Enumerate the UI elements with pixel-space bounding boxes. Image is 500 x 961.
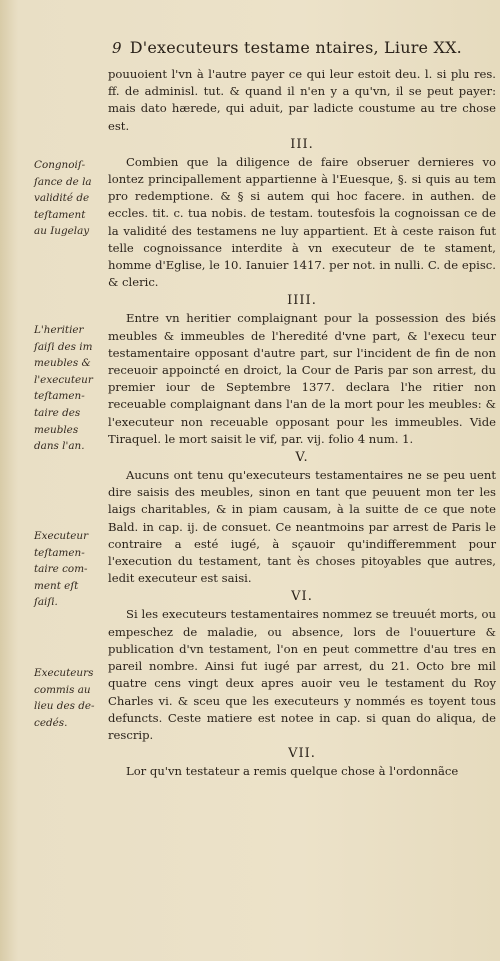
margin-line: dans l'an. <box>34 440 85 453</box>
margin-note-3 <box>34 157 106 240</box>
margin-line: taire des <box>34 406 81 419</box>
margin-line: taire com- <box>34 563 88 576</box>
running-title: D'executeurs testame ntaires, Liure XX. <box>129 38 462 57</box>
section-number-6: VI. <box>291 589 313 605</box>
margin-line: teſtamen- <box>34 546 85 559</box>
margin-line: l'executeur <box>34 373 93 386</box>
margin-line: commis au <box>34 683 91 696</box>
folio-number: 9 <box>112 39 122 57</box>
paragraph-continuation: pouuoient l'vn à l'autre payer ce qui leur estoit deu. l. si plu res. ff. de adminisl. tut. & quand il n'en y a qu'vn, il se peut payer: mais dato hærede, qui aduit, par ladicte coustume au tre chose est. <box>108 67 496 133</box>
main-text <box>108 66 496 780</box>
section-number-7: VII. <box>288 746 316 762</box>
margin-line: au Iugelay <box>34 225 90 238</box>
margin-line: validité de <box>34 192 90 205</box>
margin-line: Executeurs <box>34 667 94 679</box>
margin-line: teſtament <box>34 208 86 221</box>
margin-line: meubles & <box>34 357 91 370</box>
margin-line: meubles <box>34 423 79 436</box>
margin-line: ſaiſi des im <box>34 340 93 353</box>
margin-line: cedés. <box>34 716 68 729</box>
paragraph-7: Lor qu'vn testateur a remis quelque chose à l'ordonnãce <box>126 764 459 779</box>
paragraph-3: Combien que la diligence de faire obseruer dernieres vo lontez principallement appartienne à l'Euesque, §. si quis au tem pro redemptione. & § si autem qui hoc facere. in authen. de eccles. tit. c. tua nobis. de testam. toutesfois la cognoissan ce de la validité des testamens ne luy appartient. Et à ceste raison fut telle cognoissance interdite à vn executeur de te stament, homme d'Eglise, le 10. Ianuier 1417. per not. in nulli. C. de episc. & cleric. <box>108 154 496 290</box>
section-number-4: IIII. <box>287 293 317 309</box>
margin-line: ment eſt <box>34 579 79 592</box>
margin-line: teſtamen- <box>34 390 85 403</box>
margin-line: ſaiſi. <box>34 596 58 609</box>
margin-line: ſance de la <box>34 175 92 188</box>
margin-note-6 <box>34 665 106 731</box>
margin-line: L'heritier <box>34 324 84 336</box>
paragraph-6: Si les executeurs testamentaires nommez se treuuét morts, ou empeschez de maladie, ou absence, lors de l'ouuerture & publication d'vn testament, l'on en peut commettre d'au tres en pareil nombre. Ainsi fut iugé par arrest, du 21. Octo bre mil quatre cens vingt deux apres auoir veu le testament du Roy Charles vi. & sceu que les executeurs y nommés es toyent tous defuncts. Ceste matiere est notee in cap. si quan do aliqua, de rescrip. <box>108 607 496 742</box>
running-header <box>112 38 494 57</box>
section-number-5: V. <box>295 450 309 466</box>
paragraph-4: Entre vn heritier complaignant pour la possession des biés meubles & immeubles de l'heredité d'vne part, & l'execu teur testamentaire opposant d'autre part, sur l'incident de fin de non receuoir appoincté en droict, la Cour de Paris par son arrest, du premier iour de Septembre 1377. declara l'he ritier non receuable complaignant dans l'an de la mort pour les meubles: & l'executeur non receuable opposant pour les immeubles. Vide Tiraquel. le mort saisit le vif, par. vij. folio 4 num. 1. <box>108 311 496 446</box>
margin-line: Congnoiſ- <box>34 159 86 171</box>
section-number-3: III. <box>290 136 314 152</box>
paragraph-5: Aucuns ont tenu qu'executeurs testamentaires ne se peu uent dire saisis des meubles, sinon en tant que peuuent mon ter les laigs charitables, & in piam causam, à la suitte de ce que note Bald. in cap. ij. de consuet. Ce neantmoins par arrest de Paris le contraire a esté iugé, à sçauoir qu'indifferemment pour l'execution du testament, tant ès choses pitoyables que autres, ledit executeur est saisi. <box>108 468 496 586</box>
margin-line: lieu des de- <box>34 700 95 713</box>
margin-note-5 <box>34 528 106 611</box>
margin-note-4 <box>34 322 106 455</box>
margin-line: Executeur <box>34 530 89 542</box>
